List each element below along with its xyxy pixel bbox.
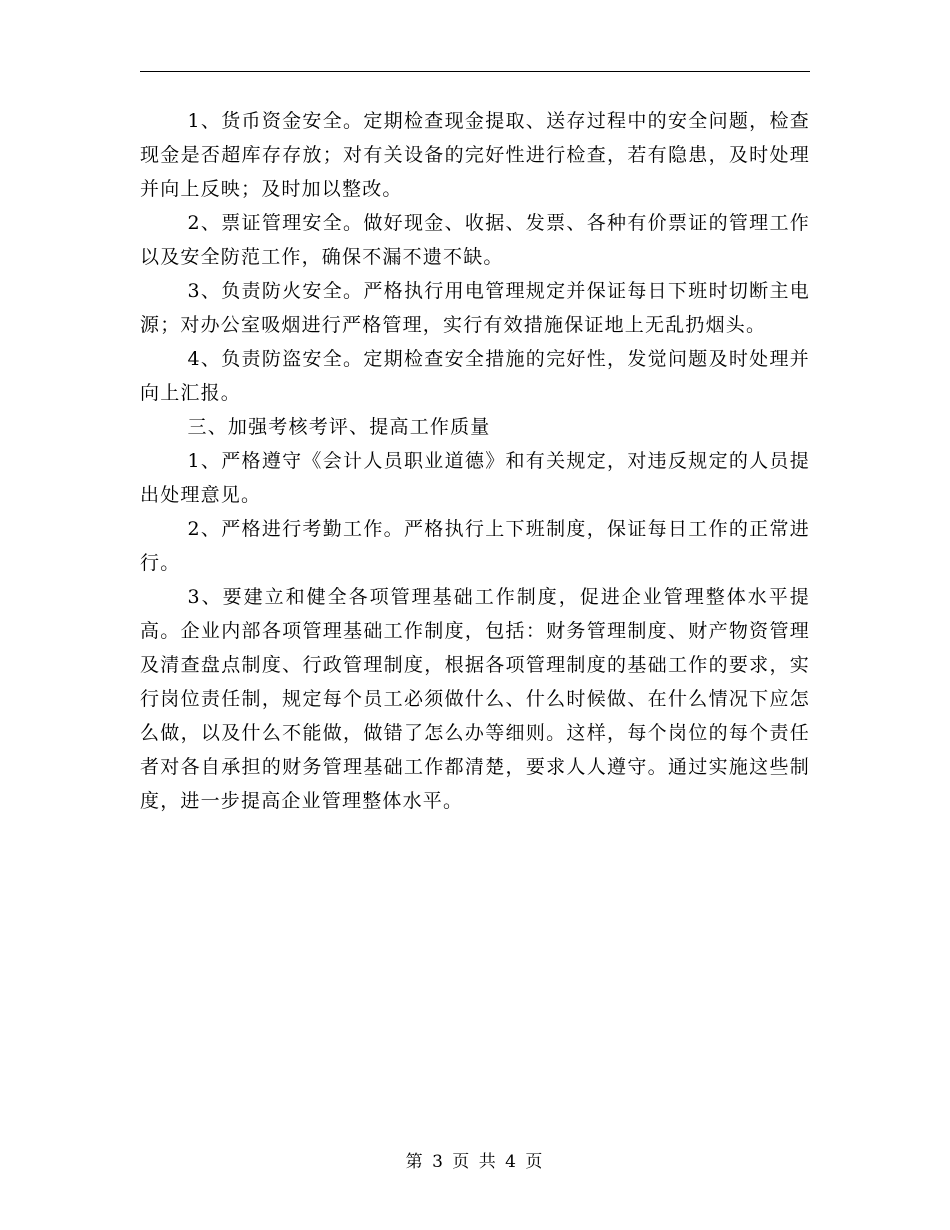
document-body — [140, 104, 810, 818]
paragraph-professional-ethics: 1、严格遵守《会计人员职业道德》和有关规定，对违反规定的人员提出处理意见。 — [140, 450, 810, 506]
paragraph-ticket-management-safety: 2、票证管理安全。做好现金、收据、发票、各种有价票证的管理工作以及安全防范工作，确保不漏不遗不缺。 — [140, 212, 810, 268]
page-footer — [0, 1152, 950, 1172]
footer-middle: 页 共 — [452, 1152, 498, 1172]
paragraph-attendance: 2、严格进行考勤工作。严格执行上下班制度，保证每日工作的正常进行。 — [140, 518, 810, 574]
paragraph-currency-funds-safety: 1、货币资金安全。定期检查现金提取、送存过程中的安全问题，检查现金是否超库存存放；对有关设备的完好性进行检查，若有隐患，及时处理并向上反映；及时加以整改。 — [140, 110, 810, 200]
footer-current-page: 3 — [432, 1152, 445, 1172]
footer-suffix: 页 — [525, 1152, 545, 1172]
header-rule — [140, 71, 810, 72]
paragraph-management-system: 3、要建立和健全各项管理基础工作制度，促进企业管理整体水平提高。企业内部各项管理基础工作制度，包括：财务管理制度、财产物资管理及清查盘点制度、行政管理制度，根据各项管理制度的基础工作的要求，实行岗位责任制，规定每个员工必须做什么、什么时候做、在什么情况下应怎么做，以及什么不能做，做错了怎么办等细则。这样，每个岗位的每个责任者对各自承担的财务管理基础工作都清楚，要求人人遵守。通过实施这些制度，进一步提高企业管理整体水平。 — [140, 586, 810, 812]
footer-prefix: 第 — [405, 1152, 425, 1172]
paragraph-fire-safety: 3、负责防火安全。严格执行用电管理规定并保证每日下班时切断主电源；对办公室吸烟进行严格管理，实行有效措施保证地上无乱扔烟头。 — [140, 280, 810, 336]
section-heading-assessment: 三、加强考核考评、提高工作质量 — [187, 416, 491, 438]
footer-total-pages: 4 — [505, 1152, 518, 1172]
paragraph-theft-prevention: 4、负责防盗安全。定期检查安全措施的完好性，发觉问题及时处理并向上汇报。 — [140, 348, 810, 404]
